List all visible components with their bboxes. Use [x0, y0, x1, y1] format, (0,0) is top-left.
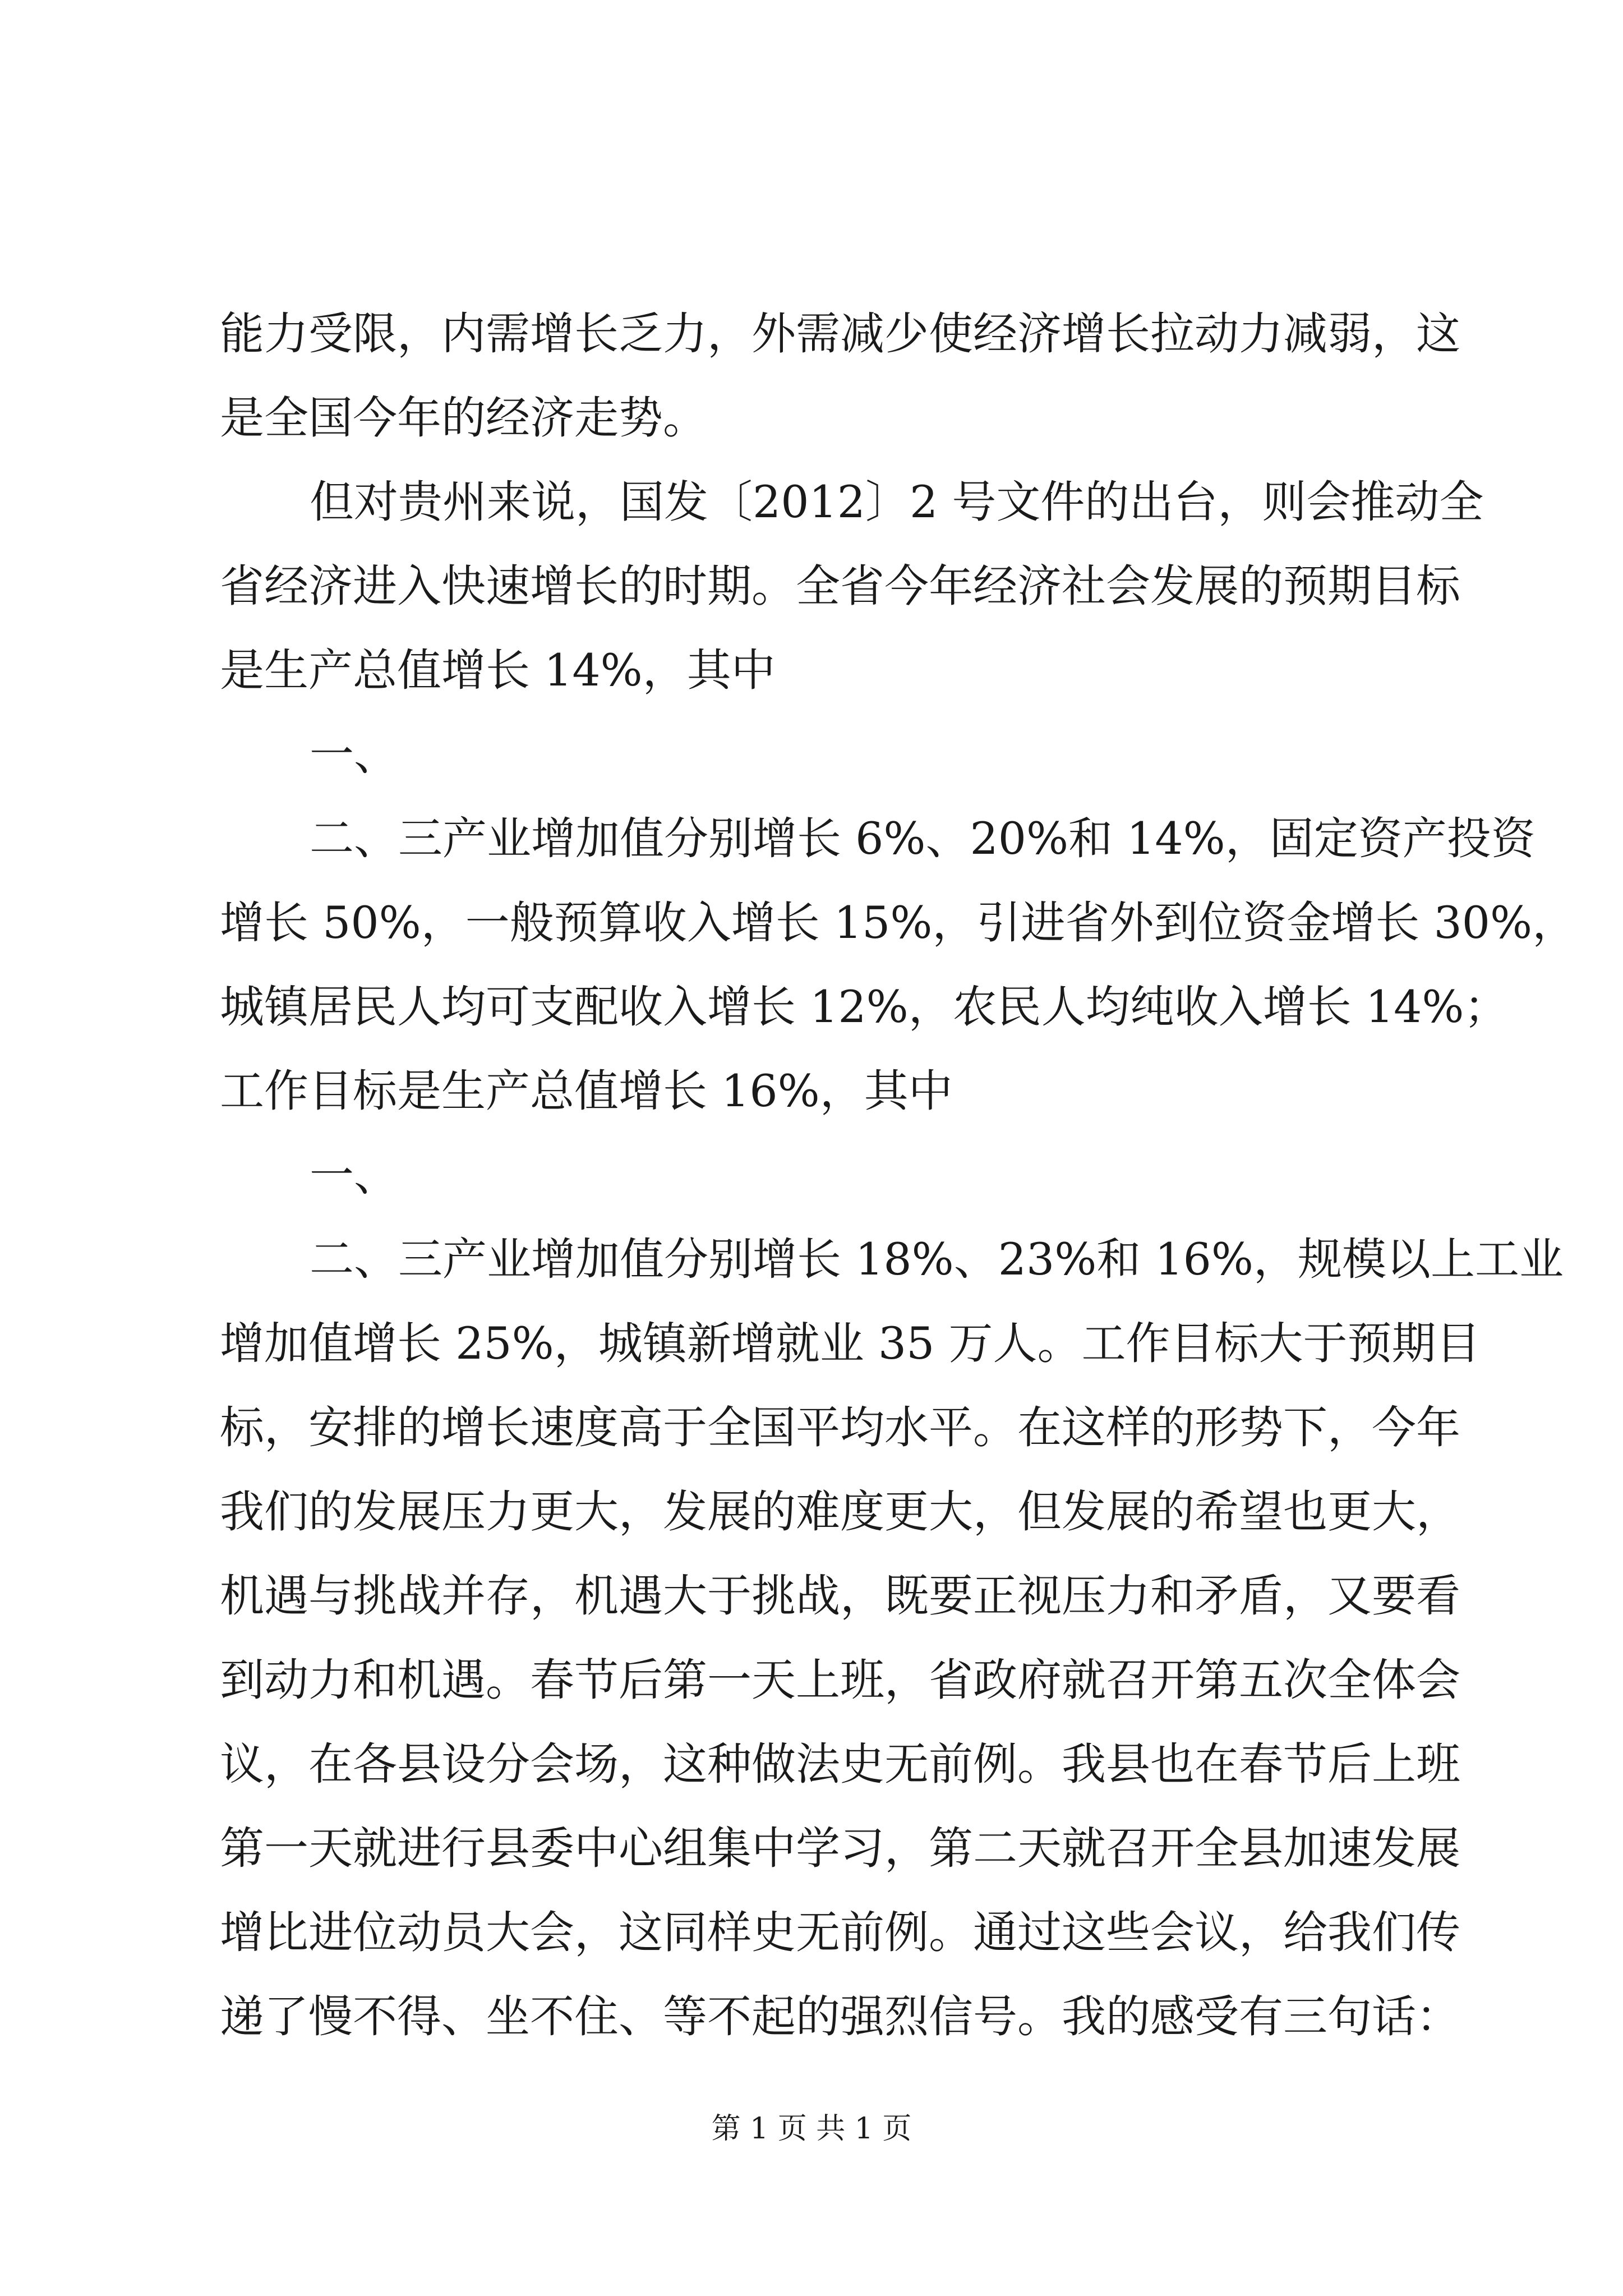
text-line: 递了慢不得、坐不住、等不起的强烈信号。我的感受有三句话： [220, 1991, 1460, 2042]
text-line: 标，安排的增长速度高于全国平均水平。在这样的形势下，今年 [220, 1402, 1460, 1453]
paragraph [220, 1133, 1426, 1217]
text-line: 能力受限，内需增长乏力，外需减少使经济增长拉动力减弱，这 [220, 308, 1460, 360]
paragraph [220, 797, 1577, 1133]
text-line: 一、 [310, 729, 398, 780]
text-line: 到动力和机遇。春节后第一天上班，省政府就召开第五次全体会 [220, 1654, 1460, 1706]
text-line: 议，在各县设分会场，这种做法史无前例。我县也在春节后上班 [220, 1738, 1460, 1790]
text-line: 增长 50%，一般预算收入增长 15%，引进省外到位资金增长 30%， [220, 897, 1577, 949]
text-line: 增加值增长 25%，城镇新增就业 35 万人。工作目标大于预期目 [220, 1318, 1481, 1369]
document-body [220, 292, 1577, 2059]
text-line: 二、三产业增加值分别增长 18%、23%和 16%，规模以上工业 [310, 1234, 1564, 1285]
text-line: 我们的发展压力更大，发展的难度更大，但发展的希望也更大， [220, 1486, 1460, 1538]
text-line: 省经济进入快速增长的时期。全省今年经济社会发展的预期目标 [220, 560, 1460, 612]
paragraph [220, 1217, 1564, 2059]
text-line: 但对贵州来说，国发〔2012〕2 号文件的出台，则会推动全 [310, 476, 1484, 528]
text-line: 增比进位动员大会，这同样史无前例。通过这些会议，给我们传 [220, 1907, 1460, 1958]
page-footer: 第 1 页 共 1 页 [711, 2112, 912, 2146]
text-line: 一、 [310, 1149, 398, 1201]
text-line: 机遇与挑战并存，机遇大于挑战，既要正视压力和矛盾，又要看 [220, 1570, 1460, 1622]
text-line: 城镇居民人均可支配收入增长 12%，农民人均纯收入增长 14%； [220, 981, 1509, 1033]
paragraph [220, 292, 1460, 460]
text-line: 工作目标是生产总值增长 16%，其中 [220, 1065, 953, 1117]
text-line: 是生产总值增长 14%，其中 [220, 645, 776, 696]
paragraph [220, 460, 1484, 712]
text-line: 第一天就进行县委中心组集中学习，第二天就召开全县加速发展 [220, 1823, 1460, 1874]
paragraph [220, 712, 1426, 797]
text-line: 是全国今年的经济走势。 [220, 392, 707, 444]
text-line: 二、三产业增加值分别增长 6%、20%和 14%，固定资产投资 [310, 813, 1536, 864]
